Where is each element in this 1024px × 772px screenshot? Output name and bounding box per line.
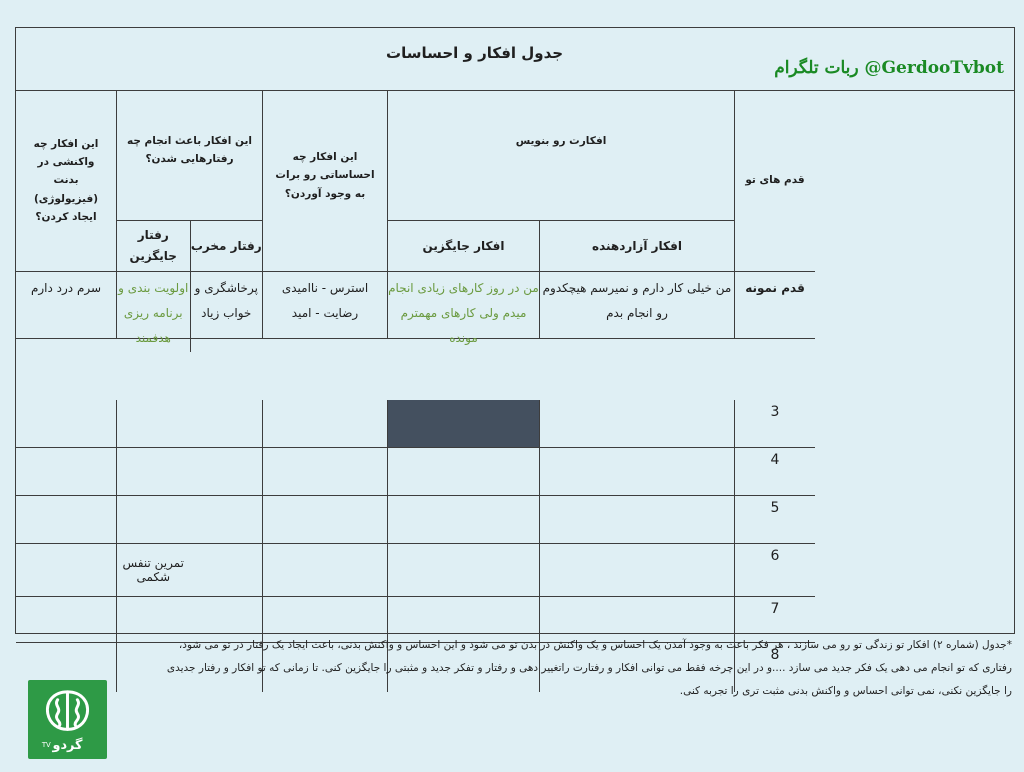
disturbing-cell[interactable]	[539, 496, 734, 544]
feelings-cell[interactable]	[262, 448, 387, 496]
logo-mark: TV	[41, 741, 51, 750]
telegram-bot-label[interactable]: ربات تلگرام @GerdooTvbot	[774, 58, 1004, 78]
disturbing-cell[interactable]	[539, 544, 734, 597]
physiology-cell[interactable]	[16, 544, 116, 597]
example-behavior-split	[116, 272, 262, 346]
feelings-cell[interactable]	[262, 544, 387, 597]
disturbing-cell[interactable]	[539, 448, 734, 496]
step-number: 6	[734, 544, 815, 597]
behavior-cell[interactable]	[116, 448, 262, 496]
header-feelings: این افکار چه احساساتی رو برات به وجود آوردن؟	[262, 90, 387, 272]
step-number: 8	[734, 643, 815, 692]
footnote-line-1: *جدول (شماره ۲) افکار تو زندگی تو رو می سازند ، هر فکر باعث به وجود آمدن یک احساس و یک واکنش در بدن تو می شود و این احساس و واکنش بدنی، باعث ایجاد یک رفتار در تو می شود،	[178, 639, 1012, 651]
footnote-line-3: را جایگزین نکنی، نمی توانی احساس و واکنش بدنی مثبت تری را تجربه کنی.	[679, 685, 1012, 697]
step-number: 5	[734, 496, 815, 544]
header-steps: قدم های تو	[734, 90, 815, 272]
header-behaviors: این افکار باعث انجام چه رفتارهایی شدن؟	[116, 90, 262, 221]
example-alt-behavior: اولویت بندی و برنامه ریزی هدفمند	[118, 281, 189, 346]
example-disturbing: من خیلی کار دارم و نمیرسم هیچکدوم رو انجام بدم	[539, 272, 734, 339]
alt-behavior-cell[interactable]: تمرین تنفس شکمی	[122, 556, 185, 584]
behavior-cell[interactable]	[116, 400, 262, 448]
example-harmful: پرخاشگری و خواب زیاد	[190, 272, 263, 352]
feelings-cell[interactable]	[262, 496, 387, 544]
alternative-thought-cell[interactable]	[387, 544, 539, 597]
header-harmful-behavior: رفتار مخرب	[190, 221, 263, 271]
footnote	[18, 634, 1012, 703]
header-disturbing-thoughts: افکار آزاردهنده	[539, 221, 734, 272]
example-feelings: استرس - ناامیدی رضایت - امید	[262, 272, 387, 339]
header-physiology: این افکار چه واکنشی در بدنت (فیزیولوژی) ایجاد کردن؟	[16, 90, 116, 272]
alternative-thought-cell[interactable]	[387, 448, 539, 496]
alternative-thought-cell[interactable]	[387, 496, 539, 544]
example-physiology: سرم درد دارم	[16, 272, 116, 339]
header-write-thoughts: افکارت رو بنویس	[387, 90, 734, 221]
step-number: 7	[734, 597, 815, 643]
gerdoo-logo	[28, 680, 107, 759]
title-bar	[16, 28, 1014, 91]
header-alternative-thoughts: افکار جایگزین	[387, 221, 539, 272]
alternative-thought-cell[interactable]	[387, 400, 539, 448]
feelings-cell[interactable]	[262, 400, 387, 448]
behavior-cell[interactable]	[116, 544, 262, 597]
walnut-icon	[28, 680, 107, 759]
physiology-cell[interactable]	[16, 448, 116, 496]
physiology-cell[interactable]	[16, 400, 116, 448]
example-alternative-thought: من در روز کارهای زیادی انجام میدم ولی کارهای مهمترم مونده	[387, 272, 539, 339]
behavior-cell[interactable]	[116, 496, 262, 544]
header-alternative-behavior: رفتار جایگزین	[129, 228, 177, 263]
logo-name: گردو	[52, 738, 83, 754]
example-step: قدم نمونه	[734, 272, 815, 339]
step-number: 4	[734, 448, 815, 496]
physiology-cell[interactable]	[16, 496, 116, 544]
step-number: 3	[734, 400, 815, 448]
footnote-line-2: رفتاری که تو انجام می دهی یک فکر جدید می سازد ....و در این چرخه فقط می توانی افکار و رفتارت راتغییر دهی و رفتار و تفکر جدید و مثبتی را جایگزین کنی. تا زمانی که تو افکار و رفتار جدیدی	[166, 662, 1012, 674]
page-title: جدول افکار و احساسات	[386, 44, 564, 62]
header-behavior-split	[116, 221, 262, 272]
disturbing-cell[interactable]	[539, 400, 734, 448]
